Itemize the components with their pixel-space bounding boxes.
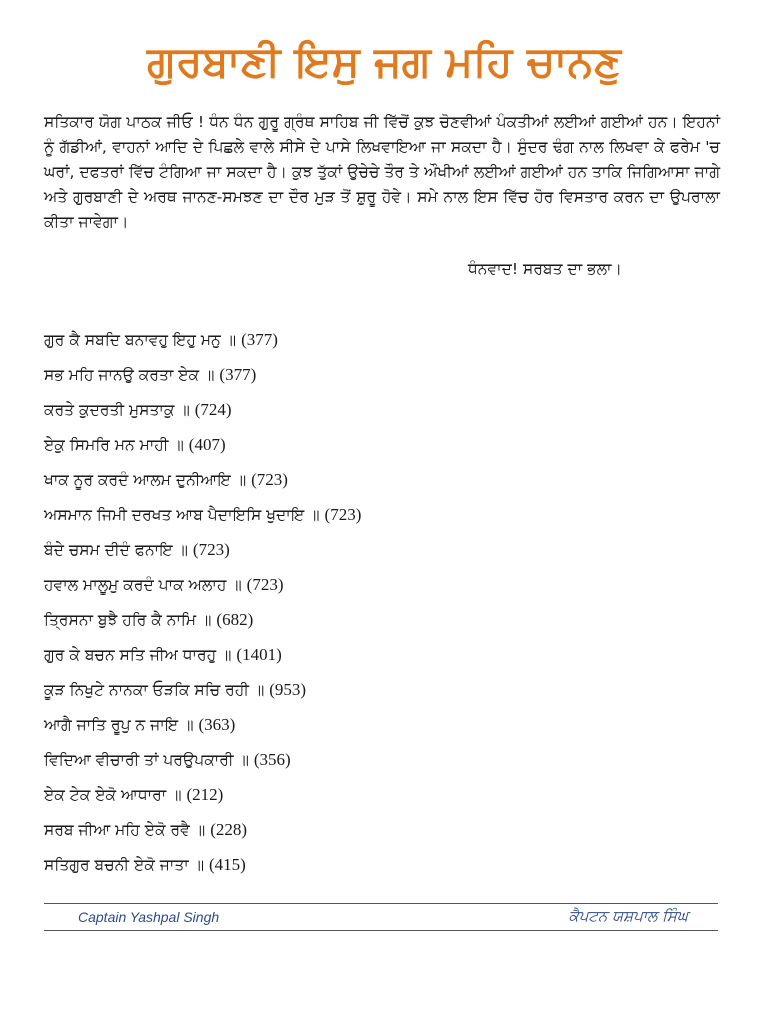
verse-ref: (1401) [236,645,282,664]
verse-ref: (723) [251,470,288,489]
verse-line [44,749,704,784]
verse-text: ਏਕੁ ਸਿਮਰਿ ਮਨ ਮਾਹੀ ॥ [44,436,184,454]
thanks-line: ਧੰਨਵਾਦ! ਸਰਬਤ ਦਾ ਭਲਾ। [468,260,622,278]
verse-text: ਆਗੈ ਜਾਤਿ ਰੂਪੁ ਨ ਜਾਇ ॥ [44,716,194,734]
verse-line [44,574,704,609]
verse-ref: (212) [186,785,224,804]
verse-line [44,679,704,714]
verse-text: ਵਿਦਿਆ ਵੀਚਾਰੀ ਤਾਂ ਪਰਉਪਕਾਰੀ ॥ [44,751,249,769]
verse-text: ਕੂੜ ਨਿਖੁਟੇ ਨਾਨਕਾ ਓੜਕਿ ਸਚਿ ਰਹੀ ॥ [44,681,265,699]
verse-line [44,504,704,539]
verse-ref: (377) [241,330,278,349]
footer [44,906,718,930]
verse-line [44,539,704,574]
verse-ref: (723) [246,575,284,594]
verse-ref: (407) [188,435,226,454]
verse-text: ਬੰਦੇ ਚਸਮ ਦੀਦੰ ਫਨਾਇ ॥ [44,541,188,559]
intro-paragraph: ਸਤਿਕਾਰ ਯੋਗ ਪਾਠਕ ਜੀਓ ! ਧੰਨ ਧੰਨ ਗੁਰੂ ਗ੍ਰੰਥ ਸਾਹਿਬ ਜੀ ਵਿੱਚੋਂ ਕੁਝ ਚੋਣਵੀਆਂ ਪੰਕਤੀਆਂ ਲਈਆਂ ਗਈਆਂ ਹਨ। ਇਹਨਾਂ ਨੂੰ ਗੱਡੀਆਂ, ਵਾਹਨਾਂ ਆਦਿ ਦੇ ਪਿਛਲੇ ਵਾਲੇ ਸੀਸੇ ਦੇ ਪਾਸੇ ਲਿਖਵਾਇਆ ਜਾ ਸਕਦਾ ਹੈ। ਸੁੰਦਰ ਢੰਗ ਨਾਲ ਲਿਖਵਾ ਕੇ ਫਰੇਮ 'ਚ ਘਰਾਂ, ਦਫਤਰਾਂ ਵਿੱਚ ਟੰਗਿਆ ਜਾ ਸਕਦਾ ਹੈ। ਕੁਝ ਤੁੱਕਾਂ ਉਚੇਚੇ ਤੌਰ ਤੇ ਔਖੀਆਂ ਲਈਆਂ ਗਈਆਂ ਹਨ ਤਾਕਿ ਜਿਗਿਆਸਾ ਜਾਗੇ ਅਤੇ ਗੁਰਬਾਣੀ ਦੇ ਅਰਥ ਜਾਨਣ-ਸਮਝਣ ਦਾ ਦੌਰ ਮੁੜ ਤੋਂ ਸ਼ੁਰੂ ਹੋਵੇ। ਸਮੇ ਨਾਲ ਇਸ ਵਿੱਚ ਹੋਰ ਵਿਸਤਾਰ ਕਰਨ ਦਾ ਉਪਰਾਲਾ ਕੀਤਾ ਜਾਵੇਗਾ। [44,113,720,231]
author-name-english: Captain Yashpal Singh [78,909,220,925]
verse-line [44,609,704,644]
verse-text: ਸਰਬ ਜੀਆ ਮਹਿ ਏਕੋ ਰਵੈ ॥ [44,821,206,839]
verse-line [44,434,704,469]
verse-ref: (228) [210,820,248,839]
footer-top-rule [44,903,718,904]
verse-text: ਤ੍ਰਿਸਨਾ ਬੁਝੈ ਹਰਿ ਕੈ ਨਾਮਿ ॥ [44,611,212,629]
verse-text: ਗੁਰ ਕੈ ਸਬਦਿ ਬਨਾਵਹੁ ਇਹੁ ਮਨੁ ॥ [44,331,237,349]
verse-line [44,854,704,889]
verse-line [44,819,704,854]
verse-line [44,784,704,819]
verse-text: ਹਵਾਲ ਮਾਲੂਮੁ ਕਰਦੰ ਪਾਕ ਅਲਾਹ ॥ [44,576,242,594]
verse-line [44,364,704,399]
verse-line [44,329,704,364]
author-name-punjabi: ਕੈਪਟਨ ਯਸ਼ਪਾਲ ਸਿੰਘ [568,907,688,925]
verse-line [44,714,704,749]
verse-ref: (377) [219,365,257,384]
verse-line [44,399,704,434]
verse-list [44,329,704,889]
footer-bottom-rule [44,930,718,931]
verse-text: ਖਾਕ ਨੂਰ ਕਰਦੰ ਆਲਮ ਦੁਨੀਆਇ ॥ [44,471,247,489]
verse-text: ਸਭ ਮਹਿ ਜਾਨਉ ਕਰਤਾ ਏਕ ॥ [44,366,215,384]
verse-text: ਕਰਤੇ ਕੁਦਰਤੀ ਮੁਸਤਾਕੁ ॥ [44,401,190,419]
page-title: ਗੁਰਬਾਣੀ ਇਸੁ ਜਗ ਮਹਿ ਚਾਨਣੁ [147,37,621,86]
verse-ref: (724) [194,400,232,419]
verse-text: ਸਤਿਗੁਰ ਬਚਨੀ ਏਕੋ ਜਾਤਾ ॥ [44,856,205,874]
verse-ref: (363) [198,715,236,734]
verse-text: ਗੁਰ ਕੇ ਬਚਨ ਸਤਿ ਜੀਅ ਧਾਰਹੁ ॥ [44,646,232,664]
verse-text: ਅਸਮਾਨ ਜਿਮੀ ਦਰਖਤ ਆਬ ਪੈਦਾਇਸਿ ਖੁਦਾਇ ॥ [44,506,320,524]
verse-line [44,469,704,504]
verse-ref: (723) [192,540,230,559]
verse-ref: (415) [208,855,246,874]
verse-ref: (953) [269,680,307,699]
verse-ref: (682) [216,610,254,629]
verse-ref: (723) [324,505,362,524]
verse-line [44,644,704,679]
verse-ref: (356) [253,750,291,769]
verse-text: ਏਕ ਟੇਕ ਏਕੋ ਆਧਾਰਾ ॥ [44,786,182,804]
